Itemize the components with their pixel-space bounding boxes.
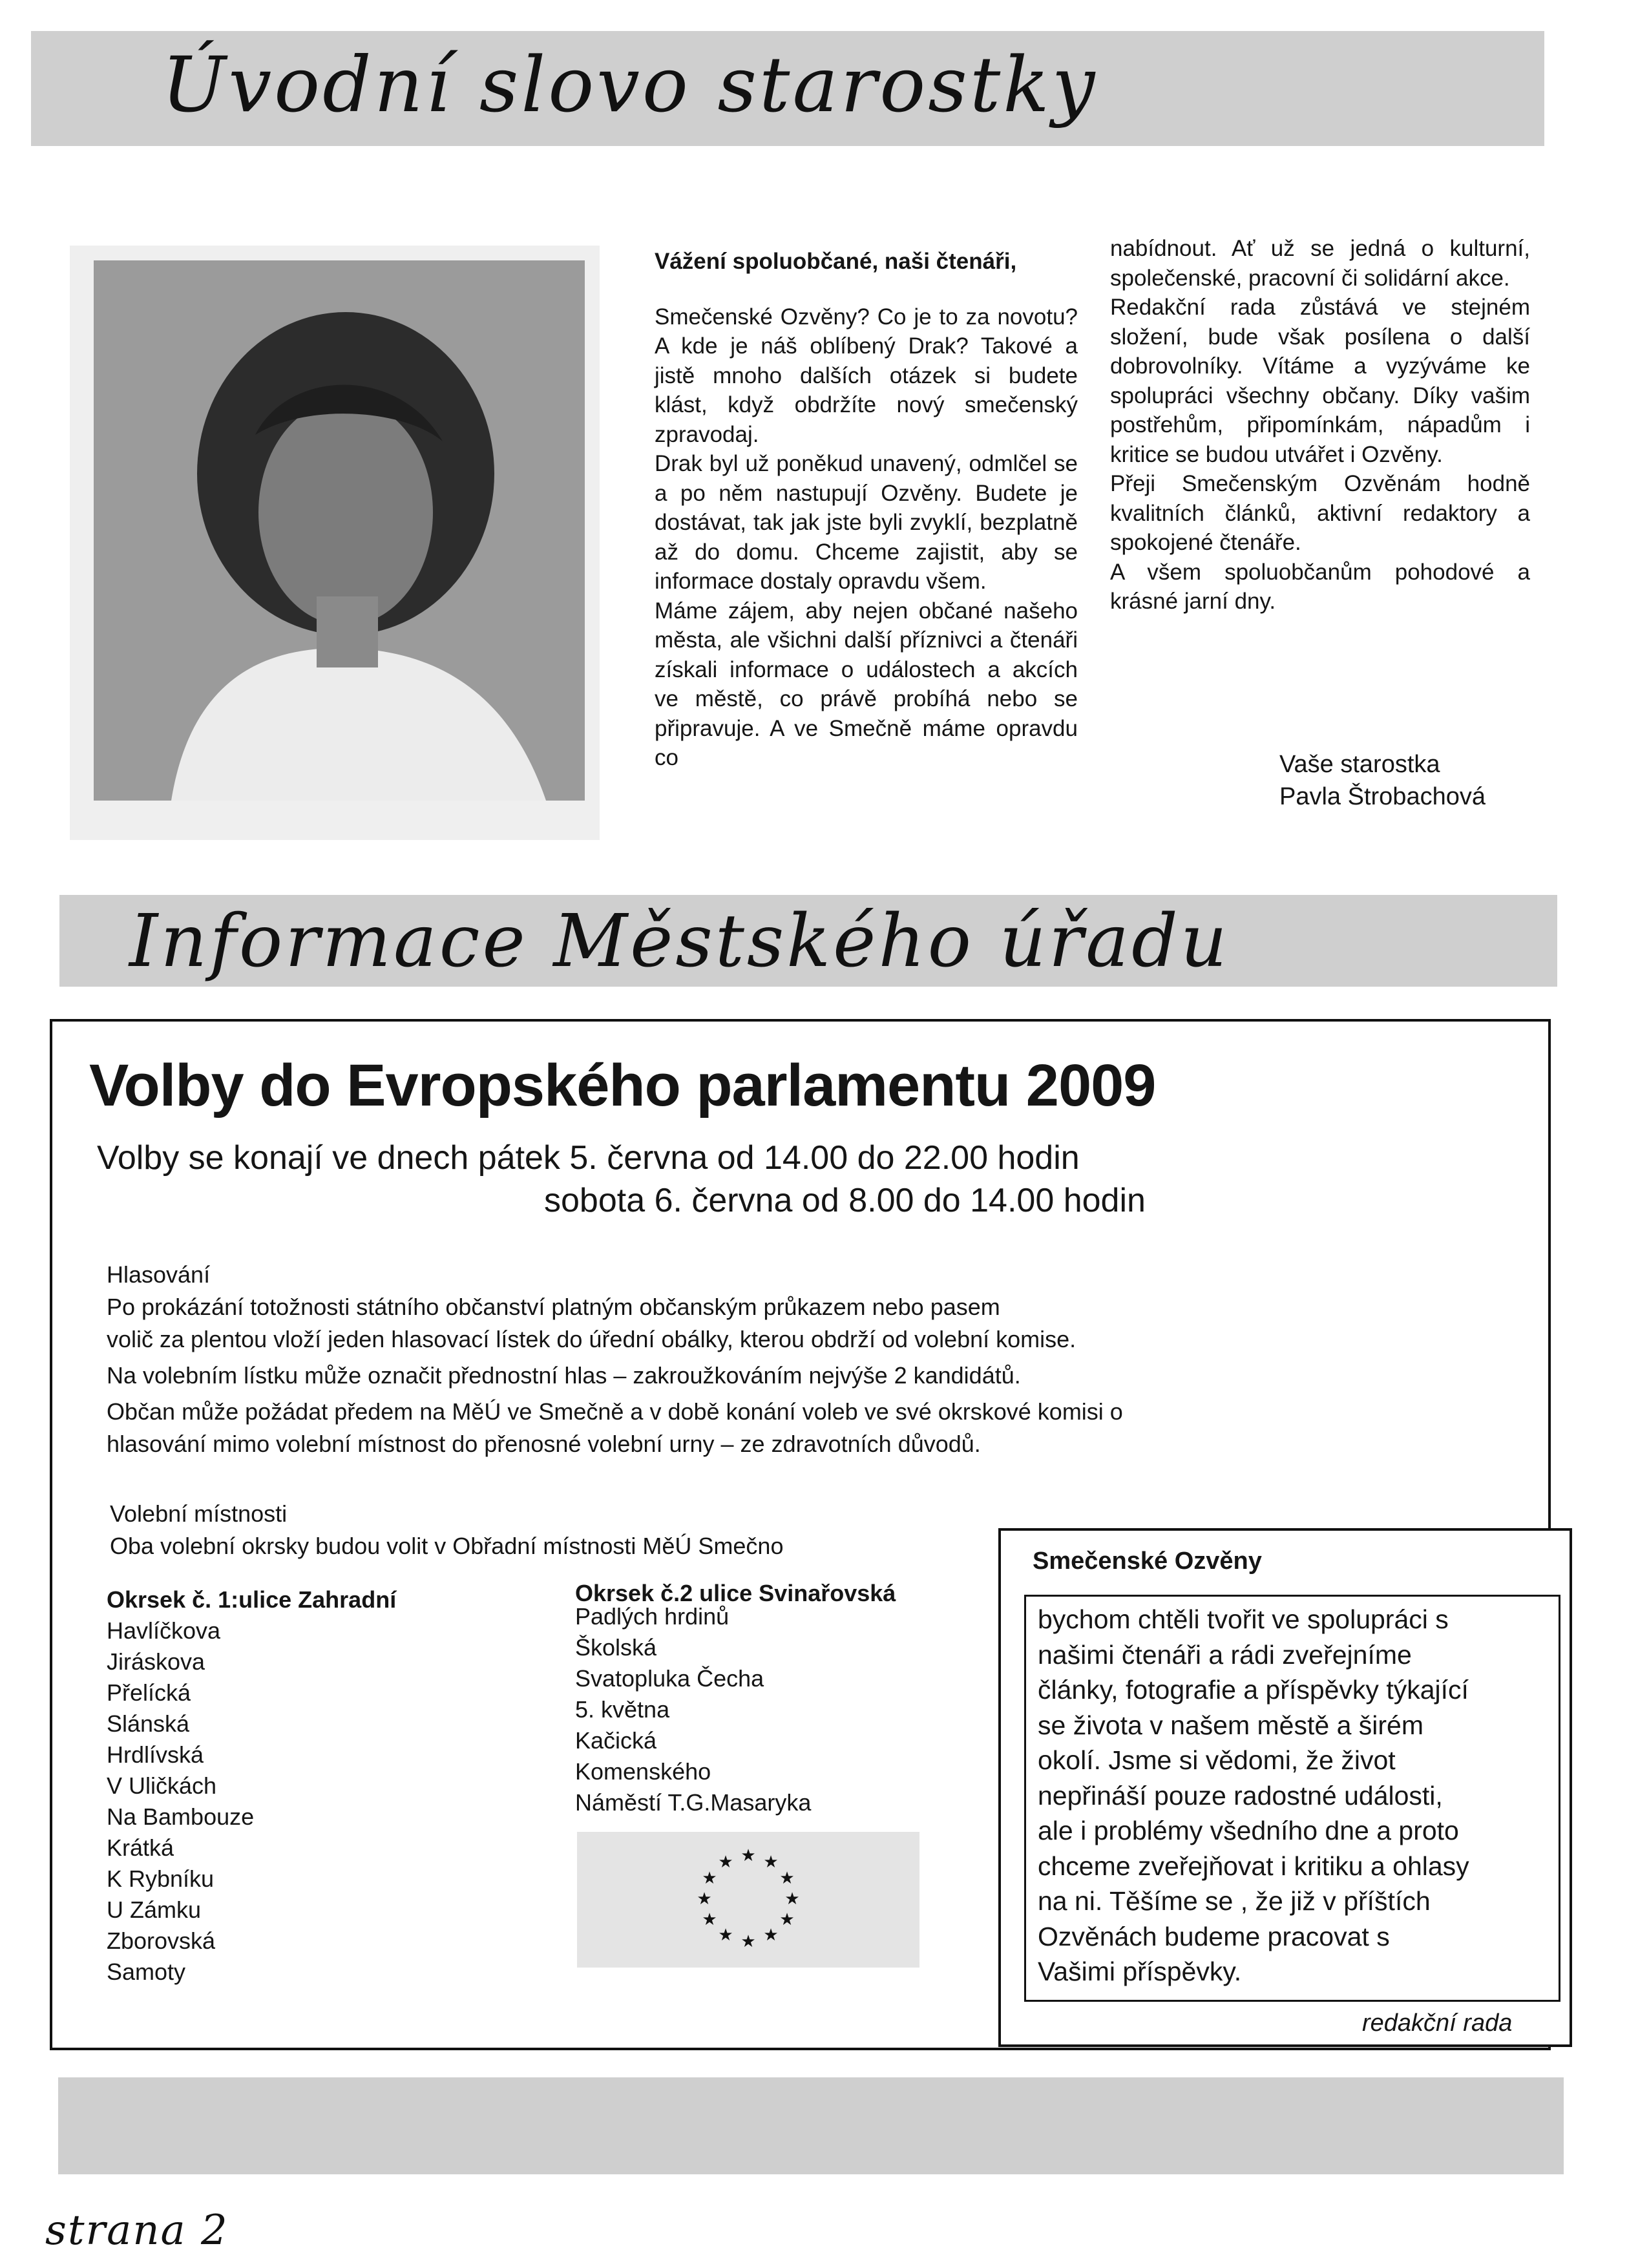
ozveny-line: se života v našem městě a širém — [1038, 1710, 1423, 1740]
intro-banner-title: Úvodní slovo starostky — [162, 40, 1098, 129]
district-1 — [107, 1584, 396, 1988]
ozveny-box-title: Smečenské Ozvěny — [1033, 1548, 1262, 1575]
street-item: Hrdlívská — [107, 1741, 204, 1768]
street-item: Kačická — [575, 1727, 657, 1754]
street-item: Slánská — [107, 1710, 190, 1737]
ozveny-line: okolí. Jsme si vědomi, že život — [1038, 1745, 1396, 1775]
mayor-photo — [94, 260, 585, 801]
intro-paragraph: Redakční rada zůstává ve stejném složení, bude však posílena o další dobrovolníky. Vítáme a vyzýváme ke spolupráci všechny občany. Díky vašim postřehům, připomínkám, nápadům i kritice se budou utvářet i Ozvěny. — [1110, 295, 1530, 467]
voting-heading: Hlasování — [107, 1261, 211, 1288]
ozveny-line: Ozvěnách budeme pracovat s — [1038, 1921, 1390, 1951]
street-item: Komenského — [575, 1758, 711, 1785]
voting-line: volič za plentou vloží jeden hlasovací lístek do úřední obálky, kterou obdrží od volební komise. — [107, 1326, 1077, 1352]
district-1-title: Okrsek č. 1:ulice Zahradní — [107, 1586, 397, 1613]
street-item: Svatopluka Čecha — [575, 1665, 764, 1692]
street-item: Náměstí T.G.Masaryka — [575, 1789, 812, 1816]
voting-line: Na volebním lístku může označit přednostní hlas – zakroužkováním nejvýše 2 kandidátů. — [107, 1362, 1021, 1389]
eu-stars-icon — [577, 1832, 919, 1968]
svg-text:★: ★ — [702, 1910, 717, 1929]
street-item: Padlých hrdinů — [575, 1603, 730, 1630]
street-item: Zborovská — [107, 1927, 216, 1954]
svg-text:★: ★ — [702, 1869, 717, 1888]
ozveny-box-text — [1024, 1595, 1560, 2002]
svg-text:★: ★ — [718, 1926, 733, 1945]
street-item: K Rybníku — [107, 1865, 215, 1892]
greeting: Vážení spoluobčané, naši čtenáři, — [655, 249, 1017, 274]
street-item: Samoty — [107, 1958, 186, 1985]
street-item: Krátká — [107, 1834, 174, 1861]
street-item: U Zámku — [107, 1896, 202, 1923]
voting-info — [107, 1259, 1123, 1460]
svg-text:★: ★ — [763, 1853, 779, 1872]
intro-paragraph: Smečenské Ozvěny? Co je to za novotu? A kde je náš oblíbený Drak? Takové a jistě mnoho dalších otázek si budete klást, když obdržíte nový smečenský zpravodaj. — [655, 304, 1078, 447]
ozveny-line: ale i problémy všedního dne a proto — [1038, 1816, 1459, 1845]
elections-dates-line2: sobota 6. června od 8.00 do 14.00 hodin — [544, 1182, 1146, 1219]
rooms-text: Oba volební okrsky budou volit v Obřadní místnosti MěÚ Smečno — [110, 1533, 784, 1559]
intro-paragraph: Drak byl už poněkud unavený, odmlčel se a po něm nastupují Ozvěny. Budete je dostávat, tak jak jste byli zvyklí, bezplatně až do domu. Chceme zajistit, aby se informace dostaly opravdu všem. — [655, 451, 1078, 594]
intro-paragraph: A všem spoluobčanům pohodové a krásné jarní dny. — [1110, 559, 1530, 614]
street-item: 5. května — [575, 1696, 670, 1723]
ozveny-line: bychom chtěli tvořit ve spolupráci s — [1038, 1604, 1449, 1634]
street-item: Havlíčkova — [107, 1617, 221, 1644]
street-item: Na Bambouze — [107, 1803, 255, 1830]
voting-line: Po prokázání totožnosti státního občanství platným občanským průkazem nebo pasem — [107, 1294, 1000, 1320]
district-2 — [575, 1578, 896, 1818]
street-item: Jiráskova — [107, 1648, 205, 1675]
office-banner-title: Informace Městského úřadu — [129, 899, 1230, 983]
svg-text:★: ★ — [784, 1889, 800, 1909]
voting-line: hlasování mimo volební místnost do přenosné volební urny – ze zdravotních důvodů. — [107, 1431, 981, 1457]
ozveny-line: chceme zveřejňovat i kritiku a ohlasy — [1038, 1851, 1469, 1881]
signoff: Vaše starostka — [1279, 751, 1440, 778]
intro-column-2 — [1110, 234, 1530, 616]
bottom-band — [58, 2077, 1564, 2174]
elections-dates-line1: Volby se konají ve dnech pátek 5. června od 14.00 do 22.00 hodin — [97, 1139, 1080, 1177]
ozveny-line: na ni. Těšíme se , že již v příštích — [1038, 1886, 1431, 1916]
ozveny-signature: redakční rada — [1362, 2010, 1513, 2037]
svg-text:★: ★ — [740, 1932, 756, 1951]
ozveny-line: články, fotografie a příspěvky týkající — [1038, 1675, 1469, 1705]
district-2-title: Okrsek č.2 ulice Svinařovská — [575, 1580, 896, 1606]
voting-line: Občan může požádat předem na MěÚ ve Smečně a v době konání voleb ve své okrskové komisi o — [107, 1398, 1123, 1425]
intro-paragraph: nabídnout. Ať už se jedná o kulturní, společenské, pracovní či solidární akce. — [1110, 236, 1530, 291]
svg-text:★: ★ — [763, 1926, 779, 1945]
intro-paragraph: Máme zájem, aby nejen občané našeho města, ale všichni další příznivci a čtenáři získali informace o událostech a akcích ve městě, co právě probíhá nebo se připravuje. A ve Smečně máme opravdu co — [655, 598, 1078, 770]
rooms-heading: Volební místnosti — [110, 1500, 288, 1527]
intro-column-1 — [655, 247, 1078, 773]
portrait-illustration — [94, 260, 585, 801]
page-label: strana 2 — [45, 2207, 229, 2254]
elections-title: Volby do Evropského parlamentu 2009 — [89, 1053, 1156, 1118]
svg-text:★: ★ — [779, 1910, 795, 1929]
svg-text:★: ★ — [697, 1889, 712, 1909]
ozveny-line: Vašimi příspěvky. — [1038, 1957, 1242, 1986]
street-item: Přelícká — [107, 1679, 191, 1706]
eu-flag — [577, 1832, 919, 1968]
intro-paragraph: Přeji Smečenským Ozvěnám hodně kvalitních článků, aktivní redaktory a spokojené čtenáře. — [1110, 471, 1530, 555]
rooms-info — [110, 1498, 783, 1562]
signature-name: Pavla Štrobachová — [1279, 783, 1486, 810]
street-item: Školská — [575, 1634, 657, 1661]
svg-text:★: ★ — [740, 1846, 756, 1865]
ozveny-line: nepřináší pouze radostné události, — [1038, 1780, 1443, 1811]
svg-text:★: ★ — [718, 1853, 733, 1872]
svg-text:★: ★ — [779, 1869, 795, 1888]
ozveny-line: našimi čtenáři a rádi zveřejníme — [1038, 1639, 1412, 1670]
street-item: V Uličkách — [107, 1772, 217, 1799]
